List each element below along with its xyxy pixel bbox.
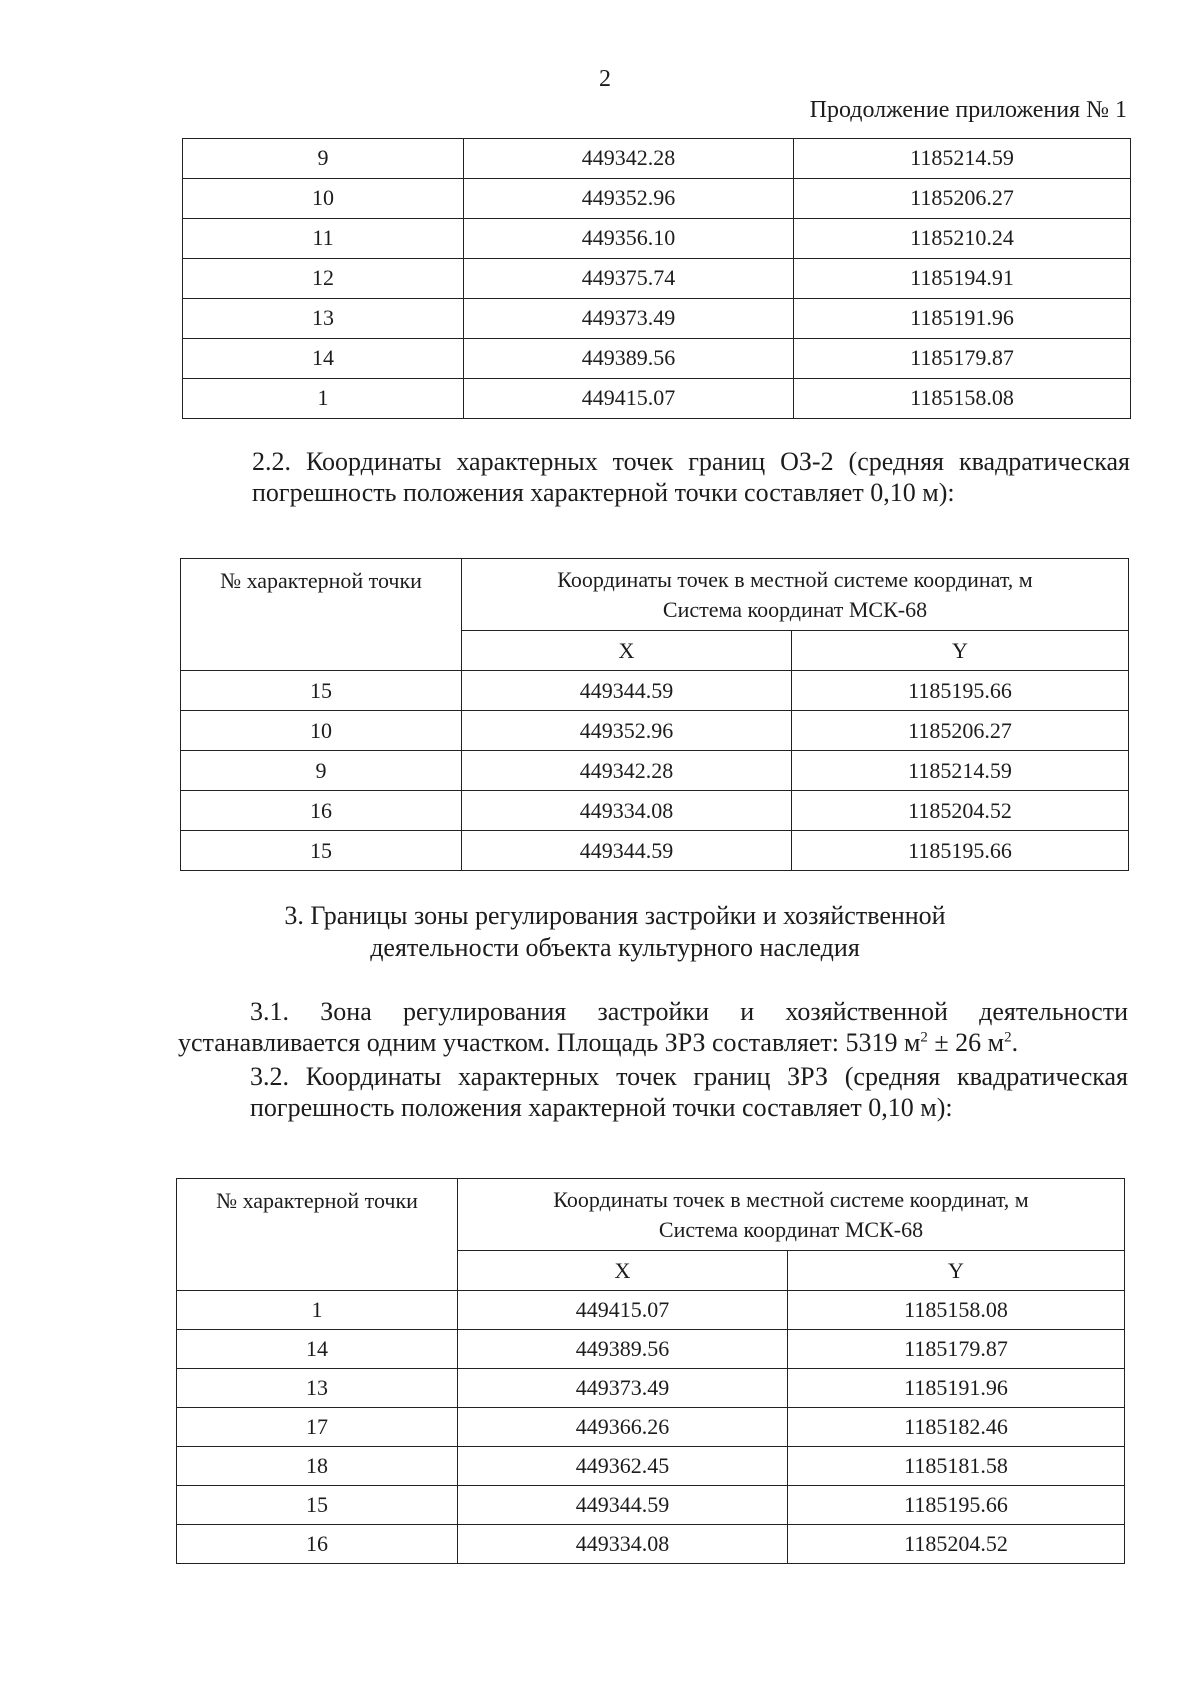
section-3-1-tolerance: ± 26 м: [927, 1028, 1005, 1057]
section-3-2-text: 3.2. Координаты характерных точек границ ЗРЗ (средняя квадратическая погрешность положения характерной точки составляет 0,10 м):: [250, 1062, 1128, 1122]
x-coordinate-cell: 449352.96: [462, 711, 792, 751]
table-row: [177, 1447, 1125, 1486]
point-number-cell: 9: [181, 751, 462, 791]
y-coordinate-cell: 1185206.27: [792, 711, 1129, 751]
y-coordinate-cell: 1185204.52: [788, 1525, 1125, 1564]
y-coordinate-cell: 1185195.66: [788, 1486, 1125, 1525]
table1-body: [183, 139, 1131, 419]
section-3-heading-line1: 3. Границы зоны регулирования застройки и хозяйственной: [284, 901, 946, 930]
coordinates-table-continued: [182, 138, 1131, 419]
header-point-number: № характерной точки: [181, 559, 462, 671]
x-coordinate-cell: 449344.59: [462, 671, 792, 711]
x-coordinate-cell: 449373.49: [458, 1369, 788, 1408]
header-coordinates: [462, 559, 1129, 631]
y-coordinate-cell: 1185158.08: [788, 1291, 1125, 1330]
section-3-1-end: .: [1011, 1028, 1019, 1057]
x-coordinate-cell: 449356.10: [464, 219, 794, 259]
point-number-cell: 1: [177, 1291, 458, 1330]
y-coordinate-cell: 1185210.24: [794, 219, 1131, 259]
header-coordinates-line2: Система координат МСК-68: [658, 1216, 924, 1242]
section-2-2-paragraph: [180, 446, 1130, 508]
header-x: X: [458, 1251, 788, 1291]
zrz-coordinates-table: [176, 1178, 1125, 1564]
x-coordinate-cell: 449334.08: [458, 1525, 788, 1564]
section-2-2-text: 2.2. Координаты характерных точек границ ОЗ-2 (средняя квадратическая погрешность положения характерной точки составляет 0,10 м):: [252, 447, 1130, 507]
table-row: [183, 139, 1131, 179]
x-coordinate-cell: 449415.07: [458, 1291, 788, 1330]
point-number-cell: 16: [177, 1525, 458, 1564]
table-row: [183, 179, 1131, 219]
table-row: [177, 1330, 1125, 1369]
page-number: 2: [599, 66, 611, 92]
y-coordinate-cell: 1185204.52: [792, 791, 1129, 831]
x-coordinate-cell: 449344.59: [462, 831, 792, 871]
table-row: [177, 1369, 1125, 1408]
point-number-cell: 17: [177, 1408, 458, 1447]
table-row: [177, 1408, 1125, 1447]
point-number-cell: 12: [183, 259, 464, 299]
header-x: X: [462, 631, 792, 671]
x-coordinate-cell: 449389.56: [458, 1330, 788, 1369]
x-coordinate-cell: 449366.26: [458, 1408, 788, 1447]
y-coordinate-cell: 1185195.66: [792, 671, 1129, 711]
table-row: [181, 791, 1129, 831]
header-coordinates-line2: Система координат МСК-68: [662, 596, 928, 622]
x-coordinate-cell: 449344.59: [458, 1486, 788, 1525]
point-number-cell: 14: [183, 339, 464, 379]
point-number-cell: 13: [183, 299, 464, 339]
y-coordinate-cell: 1185182.46: [788, 1408, 1125, 1447]
x-coordinate-cell: 449342.28: [462, 751, 792, 791]
point-number-cell: 1: [183, 379, 464, 419]
table2-body: [181, 671, 1129, 871]
y-coordinate-cell: 1185191.96: [788, 1369, 1125, 1408]
y-coordinate-cell: 1185206.27: [794, 179, 1131, 219]
y-coordinate-cell: 1185179.87: [794, 339, 1131, 379]
point-number-cell: 18: [177, 1447, 458, 1486]
point-number-cell: 15: [181, 831, 462, 871]
y-coordinate-cell: 1185179.87: [788, 1330, 1125, 1369]
table-row: [181, 831, 1129, 871]
header-coordinates-line1: Координаты точек в местной системе координат, м: [557, 567, 1033, 592]
point-number-cell: 15: [181, 671, 462, 711]
table-row: [177, 1291, 1125, 1330]
y-coordinate-cell: 1185191.96: [794, 299, 1131, 339]
header-y: Y: [788, 1251, 1125, 1291]
x-coordinate-cell: 449334.08: [462, 791, 792, 831]
point-number-cell: 10: [181, 711, 462, 751]
section-3-1-text: 3.1. Зона регулирования застройки и хозяйственной деятельности устанавливается одним участком. Площадь ЗРЗ составляет: 5319 м: [178, 997, 1128, 1057]
table3-body: [177, 1291, 1125, 1564]
section-3-1-paragraph: [178, 996, 1128, 1058]
x-coordinate-cell: 449415.07: [464, 379, 794, 419]
x-coordinate-cell: 449375.74: [464, 259, 794, 299]
header-coordinates: [458, 1179, 1125, 1251]
x-coordinate-cell: 449373.49: [464, 299, 794, 339]
table-row: [177, 1525, 1125, 1564]
table-row: [183, 339, 1131, 379]
section-3-2-paragraph: [178, 1061, 1128, 1123]
header-coordinates-line1: Координаты точек в местной системе координат, м: [553, 1187, 1029, 1212]
table-row: [183, 219, 1131, 259]
table-row: [181, 671, 1129, 711]
tolerance-superscript: 2: [1004, 1029, 1012, 1046]
x-coordinate-cell: 449352.96: [464, 179, 794, 219]
point-number-cell: 9: [183, 139, 464, 179]
header-y: Y: [792, 631, 1129, 671]
table-row: [181, 711, 1129, 751]
point-number-cell: 10: [183, 179, 464, 219]
x-coordinate-cell: 449342.28: [464, 139, 794, 179]
y-coordinate-cell: 1185181.58: [788, 1447, 1125, 1486]
table-row: [183, 259, 1131, 299]
y-coordinate-cell: 1185214.59: [792, 751, 1129, 791]
y-coordinate-cell: 1185214.59: [794, 139, 1131, 179]
point-number-cell: 16: [181, 791, 462, 831]
section-3-heading-line2: деятельности объекта культурного наследия: [370, 933, 860, 962]
table-row: [183, 299, 1131, 339]
point-number-cell: 14: [177, 1330, 458, 1369]
table-row: [181, 751, 1129, 791]
oz2-coordinates-table: [180, 558, 1129, 871]
y-coordinate-cell: 1185158.08: [794, 379, 1131, 419]
table-row: [183, 379, 1131, 419]
point-number-cell: 11: [183, 219, 464, 259]
section-3-heading: [180, 900, 1050, 964]
continuation-label: Продолжение приложения № 1: [809, 97, 1127, 123]
x-coordinate-cell: 449362.45: [458, 1447, 788, 1486]
point-number-cell: 13: [177, 1369, 458, 1408]
x-coordinate-cell: 449389.56: [464, 339, 794, 379]
y-coordinate-cell: 1185194.91: [794, 259, 1131, 299]
point-number-cell: 15: [177, 1486, 458, 1525]
table-row: [177, 1486, 1125, 1525]
header-point-number: № характерной точки: [177, 1179, 458, 1291]
area-superscript: 2: [920, 1029, 928, 1046]
y-coordinate-cell: 1185195.66: [792, 831, 1129, 871]
